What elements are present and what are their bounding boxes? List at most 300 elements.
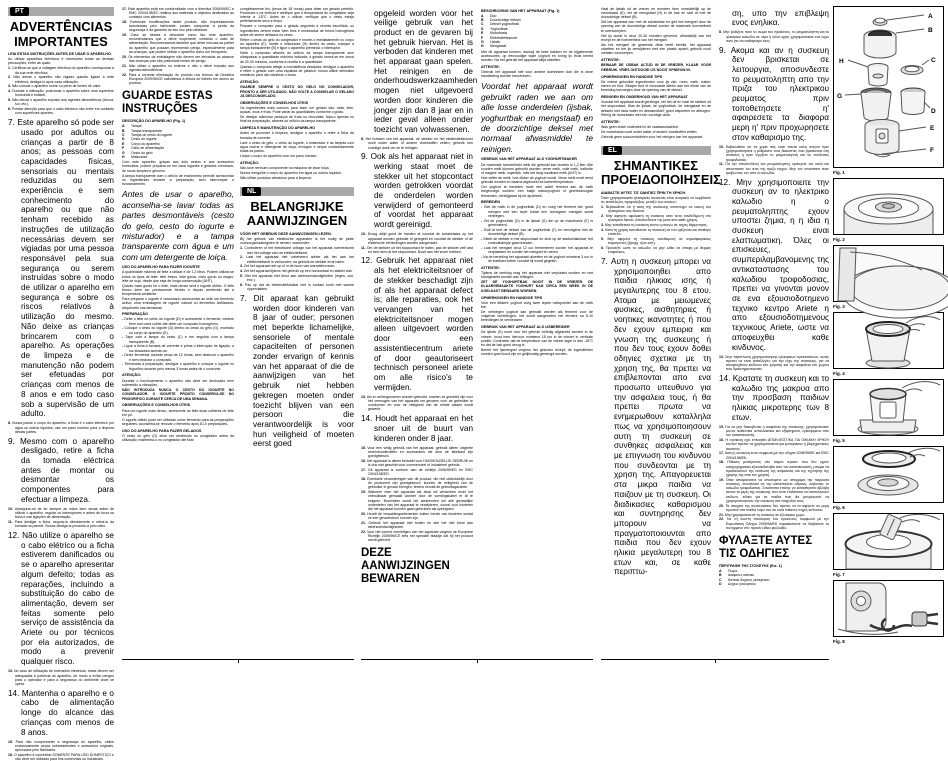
figure-8-box — [833, 580, 944, 637]
fig1-label-e: E — [930, 125, 935, 132]
numbered-item-small: 8. Nunca passe o corpo do aparelho, a ficha e o cabo eléctrico por água ou outros líquidos; use um pano húmido para a limpeza destas partes. — [8, 421, 114, 434]
numbered-item-small: 6. Prestar atenção para que o cabo eléctrico não entre em contacto com superfícies quentes. — [8, 107, 114, 116]
body-text: Não lave nenhum componente na máquina de lavar loiça. — [240, 165, 330, 170]
item-number: 2. — [8, 75, 11, 80]
part-name: Elektriciteitssnoer — [490, 35, 518, 40]
subsection-heading: GEBRUIK VAN HET APPARAAT ALS YOGHURTMAKER — [481, 157, 577, 162]
numbered-item-small: 5. Stel het apparaat niet bloot aan weersomstandigheden (regen, zon, enz.). — [240, 273, 354, 283]
numbered-item-small: 16. Het apparaat is alleen bedoeld voor HUISHOUDELIJK GEBRUIK en is dus niet geschikt voor commercieel of industrieel gebruik. — [361, 458, 473, 468]
item-number: 20. — [122, 54, 127, 59]
part-name: Tampa transparente — [131, 128, 163, 133]
numbered-item-small: 2. Laat het apparaat niet onbeheerd achter als het aan het elektriciteitsnet is verbonden; na gebruik de stekker eruit halen. — [240, 255, 354, 264]
item-number: 8. — [361, 137, 364, 142]
item-number: 5. — [8, 98, 11, 103]
cord-storage-plug-illustration — [834, 581, 943, 636]
body-text: Os ingredientes mais comuns para fazer um gelado são: nata, leite, açúcar, ovos e fruta. Pode variar as quantidades conforme o gosto. — [240, 105, 354, 115]
numbered-item-small: 21. Gebruik het apparaat niet buiten en stel het niet bloot aan weersomstandigheden. — [361, 520, 473, 529]
body-text: Lave o cesto do gelo, o cesto do iogurte, o misturador e as tampas com água morna e detergente de loiça; enxagúe e seque cuidadosamente todas as partes. — [240, 140, 354, 153]
numbered-item-small: - Na de bereiding het apparaat uitzetten en de yoghurt minstens 3 uur in de koelkast zetten voordat hij wordt gegeten. — [481, 254, 593, 263]
part-letter: C — [481, 22, 484, 27]
numbered-item-small: 19. Wanneer men het apparaat als afval wil verwerken moet het onbruikbaar gemaakt worden door de voedingskabel er af te knippen. Bovendien wordt het aanbevolen om alle gevaarlijke onderdelen van het apparaat te verwijderen, vooral voor kinderen die het apparaat kunnen gaan gebruiken als speelgoed. — [361, 490, 473, 511]
numbered-item-small: 16. O aparelho é concebido SOMENTE PARA USO DOMÉSTICO e não deve ser utilizado para fins comerciais ou industriais. — [8, 752, 114, 761]
subsection-heading: LIMPEZA E MANUTENÇÃO DO APARELHO — [240, 126, 316, 131]
subsection-heading: ΠΕΡΙΓΡΑΦΗ ΤΗΣ ΣΥΣΚΕΥΗΣ (Εικ. 1) — [719, 564, 782, 569]
placing-lid-illustration — [834, 447, 943, 502]
figure-8-caption: Fig. 8 — [833, 638, 845, 644]
part-name: Deksel yoghurtbak — [490, 22, 519, 27]
numbered-item-small: 16. Η συσκευη εχει επινοηθει ΑΠΟΚΛΕΙΣΤΙΚΑ ΓΙΑ ΟΙΚΙΑΚΗ ΧΡΗΣΗ και δεν πρεπει να χρησιμοποιειται για εμπορικους η βιομηχανικους σκοπους. — [719, 438, 829, 451]
part-letter: C — [719, 577, 722, 582]
figure-5-box — [833, 379, 944, 436]
figure-6-caption: Fig. 6 — [833, 504, 845, 510]
part-name: Tampa do cesto do iogurte — [131, 133, 173, 138]
numbered-item-small: 4. Durante a utilização, posicionar o aparelho sobre uma superfície horizontal e estável. — [8, 89, 114, 98]
numbered-item-small: 1. Certificar-se que a voltagem eléctrica do aparelho corresponda à da sua rede eléctrica. — [8, 66, 114, 75]
numbered-item-small: - Giet de melk in de yoghurtbak (D) en voeg het ferment toe; goed mengen met een lepel totdat een homogeen mengsel wordt verkregen. — [481, 205, 593, 218]
numbered-item-small: 3. Não colocar o aparelho sobre ou perto de fontes de calor. — [8, 84, 102, 89]
item-number: 12. — [361, 256, 373, 266]
subsection-heading: OBSERVAÇÕES E CONSELHOS ÚTEIS — [240, 100, 309, 105]
bowl-rim-closeup-illustration — [834, 246, 943, 301]
numbered-item-small: - Sluit af met de deksel van de yoghurtbak (C) en vervolgens met de doorzichtige deksel (B). — [481, 227, 593, 236]
language-tag-nl — [240, 187, 354, 196]
part-letter: E — [122, 141, 125, 146]
item-number: 3. — [601, 223, 604, 228]
page-footer-rule — [122, 659, 354, 664]
subsection-heading: ATTENTIE: — [481, 265, 500, 270]
item-number: 21. — [122, 63, 127, 68]
advice-text: Antes de usar o aparelho, aconselha-se lavar todas as partes desmontáveis (cesto do gelo, cesto do iogurte e misturador) e a tampa transparente com água e um com um detergente de loiça. — [122, 189, 234, 262]
numbered-item-small: - Laat het mengsel circa 12 uur fermenteren zonder het apparaat te verplaatsen en zonder het mengsel te roeren. — [481, 245, 593, 254]
language-code: EL — [603, 146, 622, 155]
subsection-heading: ATENÇÃO: — [240, 160, 260, 165]
item-number: 21. — [361, 520, 366, 525]
figure-3 — [833, 245, 944, 309]
item-number: 11. — [361, 245, 366, 250]
subsection-heading: ATTENTIE: — [481, 64, 500, 69]
part-name: Yoghurtbak — [490, 26, 508, 31]
numbered-item-small: 13. Als er verlengsnoeren worden gebruikt, moeten ze geschikt zijn voor het vermogen van het apparaat om gevaren voor de gebruiker te voorkomen en voor de veiligheid van de ruimte waarin wordt gewerkt. — [361, 394, 473, 412]
item-number: 10. — [719, 145, 724, 150]
parts-list — [719, 569, 829, 587]
figure-5 — [833, 379, 944, 443]
figure-4-caption: Fig. 4 — [833, 370, 845, 376]
item-number: 18. — [122, 19, 127, 24]
item-number: - — [122, 362, 124, 367]
figure-7-caption: Fig. 7 — [833, 571, 845, 577]
numbered-item-small: 21. Μην χρησιμοποιειτε τη συσκευη σε εξωτερικο χωρο. — [719, 512, 806, 517]
body-text: Ao utilizar aparelhos eléctricos é necessário tomar as devidas precauções, entre as quais: — [8, 57, 114, 66]
body-text: O cesto do gelo (G) deve ser arrefecido no congelador antes da utilização; mantenha-o no congelador até ficar — [122, 434, 234, 443]
body-text: Het ijs wordt in circa 20-30 minuten gevormd, afhankelijk van het recept en de hoeveelheid van het mengsel. — [601, 33, 711, 42]
item-number: - — [481, 205, 483, 210]
subsection-heading: OPMERKINGEN EN HANDIGE TIPS — [601, 74, 663, 79]
body-text: completamente frio (cerca de 18 horas) para obter um gelado perfeito. Posicione-o na vertical e verifique que a temperatura do congelador seja inferior a -18°C. Antes de o utilizar, verifique que o cesto esteja perfeitamente seco e limpo. — [240, 6, 354, 24]
body-text: Não utilize produtos abrasivos para a limpeza. — [240, 175, 312, 180]
item-number: 16. — [8, 752, 13, 757]
numbered-item-large: 7. Este aparelho só pode ser usado por adultos ou crianças a partir de 8 anos; as pessoas com capacidades físicas, sensoriais ou mentais reduzidas ou sem experiência e sem conhecimento do aparelho ou que não tenham recebido as instruções de utilização necessárias devem ser vigiadas por uma pessoa responsável pela sua segurança ou serem instruídas sobre o modo de utilizar o aparelho em segurança e sobre os riscos relativos à utilização do mesmo. Não deixe as crianças brincarem com o aparelho. As operações de limpeza e de manutenção não podem ser efetuadas por crianças com menos de 8 anos e em todo caso sob a supervisão de um adulto. — [8, 118, 114, 419]
warning-text: GUARDE SEMPRE O CESTO DO GELO NO CONGELADOR, PRONTO A SER UTILIZADO. NÃO VOLTE A CONGELAR O GELADO JÁ DESCONGELADO. — [240, 85, 354, 98]
body-text: Limpe o corpo do aparelho com um pano húmido. — [240, 153, 318, 158]
warning-text: BEWAAR DE IJSBAK ALTIJD IN DE VRIEZER, KLAAR VOOR GEBRUIK. VRIES ONTDOOID IJS NOOIT OPNIEUW IN. — [601, 63, 711, 72]
item-number: 14. — [361, 414, 373, 424]
figure-3-box — [833, 245, 944, 302]
part-item — [719, 582, 829, 586]
item-number: 3. — [240, 264, 243, 269]
subsection-heading: USO DO APARELHO PARA FAZER IOGURTE — [122, 265, 200, 270]
numbered-item-small: - Deite o leite no cesto do iogurte (D) e acrescente o fermento; misture bem com uma colher até obter um composto homogéneo. — [122, 317, 234, 326]
page-footer-rule — [601, 659, 829, 664]
item-number: 9. — [719, 45, 726, 55]
item-number: 22. — [719, 517, 724, 522]
body-text: Tijdens de werking mag het apparaat niet verplaatst worden en niet blootgesteld worden aan trillingen. — [481, 270, 593, 279]
column-pt-nl — [240, 6, 354, 669]
section-title: BELANGRIJKE AANWIJZINGEN — [246, 198, 348, 229]
part-letter: D — [719, 582, 722, 587]
item-number: 7. — [601, 256, 608, 266]
figure-6 — [833, 446, 944, 510]
figure-7 — [833, 513, 944, 577]
item-number: - — [122, 335, 124, 340]
item-number: 12. — [719, 177, 731, 187]
part-name: Πωμα — [728, 569, 738, 574]
part-name: Mengstaaf — [490, 44, 507, 49]
column-nl-el — [601, 6, 721, 669]
numbered-item-small: 19. Οταν αποφασισετε να αποσυρετε ως απορριμα την παρουσα συσκευη, συνιστaται να την καταστησετε αδρανη, κοβοντας το καλωδιο τροφοδοσιας. Συνισταται επισης να καταστησετε αβλαβη εκεινα τα μερη της συσκευης που ειναι επιδεκτικα να αποτελεσουν κινδυνο, ειδικα για τα παιδια που θα μπορουσαν να χρησιμοποιησουν την συσκευη στα παιχνιδια τους. — [719, 477, 829, 503]
numbered-item-small: - Tape com a tampa do cesto (C) e em seguida com a tampa transparente (B). — [122, 335, 234, 344]
numbered-item-small: 10. Βεβαιωθειτε οτι τα χερια σας ειναι παντα καλα στεγνα πριν χρησιμοποιησετε η ρυθμισετε τους διακοπτες που βρισκονται στη συσκευη η πριν αγγιξετε το ρευματοληπτη και τις συνδεσεις τροφοδοσιας. — [719, 145, 829, 162]
body-text: Haal de ijsbak uit de vriezer en monteer hem onmiddellijk op de motorbasis (E); zet de mengstaaf (H) in de bak en sluit af met de doorzichtige deksel (B). — [601, 6, 711, 20]
item-number: 2. — [601, 214, 604, 219]
numbered-item-small: - Coloque o cesto do iogurte (D) dentro do cesto do gelo (G), montado no corpo do aparelho (E). — [122, 326, 234, 335]
figure-1-box — [833, 6, 944, 168]
numbered-item-large: 12. Μην χρησιμοποιειτε την συσκευη αν το ηλεκτρικο καλωδιο η ο ρευματοληπτης εχουν υποστει ζημια, η η ιδια η συσκευη ειναι ελαττωματικη. Όλες οι επισκευες, συμπεριλαμβανομενης της αντικαταστασης του καλωδιου τροφοδοσιας, πρεπει να γινονται μονον σε ενα εξουσιοδοτημενο τεχνικο κεντρο Ariete η απο εξουσιοδοτημενους τεχνικους Ariete, ωστε να αποφευχθει καθε κινδυνος. — [719, 177, 829, 352]
item-number: 8. — [719, 30, 722, 35]
item-number: 1. — [601, 205, 604, 210]
subsection-heading: LEIA ESTAS INSTRUÇÕES ANTES DE USAR O APARELHO. — [8, 52, 112, 56]
item-number: - — [122, 326, 124, 331]
item-number: 7. — [8, 118, 15, 128]
item-number: 17. — [122, 6, 127, 11]
body-text: Voordat het apparaat wordt gereinigd, zet het uit en haal de stekker uit het stopcontact. Was de ijsbak, de yoghurtbak, de mengstaaf en de deksels met lauw water en afwasmiddel; goed afspoelen en afdrogen. Reinig de motorbasis met een vochtige doek. — [601, 100, 711, 117]
fig1-label-d: D — [931, 108, 936, 115]
language-tag-el — [601, 146, 711, 155]
subsection-heading: REINIGEN EN ONDERHOUD VAN HET APPARAAT — [601, 95, 688, 100]
item-number: 10. — [8, 506, 13, 511]
item-number: 16. — [361, 458, 366, 463]
body-text: De maximale hoeveelheid melk die gebruikt kan worden is 1,2 liter. Alle soorten melk kunnen gebruikt worden: verse melk, volle melk, halfvolle of magere melk, sojamelk, mits het lang houdbare melk (UHT) is. — [481, 162, 593, 175]
warning-text: NÃO INTRODUZA NUNCA O CESTO DO IOGURTE NO CONGELADOR. O IOGURTE PRONTO CONSERVA-SE NO FRIGORÍFICO DURANTE CERCA DE UMA SEMANA. — [122, 387, 234, 401]
subsection-heading: VÓÓR HET GEBRUIK DEZE AANWIJZINGEN LEZEN. — [240, 231, 332, 236]
body-text: De ijsbak (G) moet voor het gebruik volledig afgekoeld worden in de vriezer; houd hem hiervoor minstens 18 uur in de vriezer in verticale positie. Controleer dat de temperatuur van de vriezer lager is dan -18°C en dat de bak goed droog is. — [481, 330, 593, 348]
body-text: Als het mengsel de gewenste dikte heeft bereikt, het apparaat uitzetten en het ijs verwijderen met een plastic spatel; gebruik nooit metalen voorwerpen. — [601, 42, 711, 56]
numbered-item-large: 14. Κρατατε τη συσκευη και το καλωδιο της μακρυα απο την προσβαση παιδιων ηλικιας μικροτερης των 8 ετων. — [719, 374, 829, 422]
item-number: 18. — [719, 460, 724, 465]
part-letter: H — [481, 44, 484, 49]
body-text: De motorbasis nooit onder water of andere vloeistoffen zetten. — [601, 129, 698, 134]
fig1-label-g: G — [837, 93, 843, 100]
body-text: Was geen enkel onderdeel in de vaatwasmachine. — [601, 124, 680, 129]
footer-tick — [238, 660, 239, 663]
spacer — [240, 181, 354, 186]
part-name: Tampa — [131, 124, 142, 129]
numbered-item-large: 9. Mesmo com o aparelho desligado, retire a ficha da tomada eléctrica antes de montar ou desmontar os componentes para efectuar a limpeza. — [8, 436, 114, 504]
numbered-item-small: - Steek de stekker in het stopcontact en druk op de startschakelaar; het controlelampje gaat branden. — [481, 236, 593, 245]
item-number: 19. — [361, 490, 366, 495]
fig1-label-f: F — [930, 147, 934, 154]
numbered-item-small: 1. Controleren of het elektrische voltage van het apparaat overeenkomt aan het voltage van uw elektriciteitsnet. — [240, 246, 354, 255]
item-number: 19. — [122, 33, 127, 37]
numbered-item-small: 15. Para não comprometer a segurança do aparelho, utilize exclusivamente peças sobresselentes e acessórios originais, aprovados pelo fabricante. — [8, 739, 114, 753]
item-number: 6. — [240, 282, 243, 287]
part-item — [481, 44, 593, 48]
item-number: - — [481, 227, 483, 232]
item-number: 19. — [719, 477, 724, 482]
language-code: PT — [10, 7, 29, 16]
inserting-yoghurt-bowl-illustration — [834, 380, 943, 435]
body-text: De verkregen yoghurt kan gebruikt worden als ferment voor de volgende bereidingen; het wordt aangeraden het ferment na 8-10 bereidingen te vernieuwen. — [481, 310, 593, 323]
fig1-label-b: B — [928, 27, 933, 34]
numbered-item-large: 9. Ακομα και αν η συσκευη δεν βρισκεται σε λειτουργια, αποσυνδεστε το ρευματοληπτη απο την πριζα του ηλεκτρικου ρευματος πριν τοποθετησετε η' αφαιρεσετε τα διαφορα μερη η' πριν προχωρησετε στον καθαρισμο της. — [719, 45, 829, 142]
numbered-item-small: 4. Κατα τη χρηση τοποθετειτε τη συσκευη σε ενα οριζοντιο και σταθερο επιπεδο. — [601, 228, 711, 237]
figure-3-caption: Fig. 3 — [833, 303, 845, 309]
parts-list — [481, 14, 593, 49]
body-text: Hoe vetter de melk, hoe dikker de yoghurt wordt. Verse melk moet eerst gekookt worden en daarna afgekoeld tot kamertemperatuur. — [481, 175, 593, 185]
numbered-item-small: 3. Zet het apparaat niet op of in de buurt van warmtebronnen. — [240, 264, 336, 269]
part-name: Cesto do gelo — [131, 150, 153, 155]
figure-7-box — [833, 513, 944, 570]
item-number: 2. — [240, 255, 243, 260]
keep-instructions-heading: GUARDE ESTAS INSTRUÇÕES — [122, 90, 213, 116]
part-letter: A — [122, 124, 125, 129]
item-number: 22. — [361, 529, 366, 534]
part-name: IJsbak — [490, 40, 501, 45]
figure-2 — [833, 178, 944, 242]
item-number: - — [122, 344, 124, 349]
body-text: Gebruik het apparaat niet voor andere doeleinden dan die in deze handleiding worden beschreven. — [481, 70, 593, 79]
page-footer-rule — [361, 659, 593, 664]
part-letter: H — [122, 155, 125, 160]
figure-1 — [833, 6, 944, 175]
item-number: 15. — [361, 445, 366, 450]
body-text: A quantidade máxima de leite a utilizar é de 1,2 litros. Podem utilizar-se todos os tipos de leite: leite fresco, leite gordo, meio gordo ou magro, leite de soja, desde que seja de longa conservação (UHT). — [122, 270, 234, 283]
numbered-item-small: 6. Προσεξτε ωστε το καλωδιο να μην ελθει σε επαφη με θερμες επιφανειες. — [601, 246, 711, 255]
numbered-item-small: 2. Μην αφηνετε αφυλακτη τη συσκευη οταν ειναι συνδεδεμενη στο ηλεκτρικο δικτυο. Αποσυνδεστε την μετα απο καθε χρηση. — [601, 214, 711, 223]
body-text: Durante o funcionamento o aparelho não deve ser deslocado nem submetido a vibrações. — [122, 378, 234, 387]
body-text: Quanto mais gordo for o leite, mais denso será o iogurte obtido. O leite fresco deve ser previamente fervido e depois arrefecido até à temperatura ambiente. — [122, 283, 234, 297]
part-letter: G — [122, 150, 125, 155]
part-letter: D — [122, 137, 125, 142]
numbered-item-small: 11. Om de stekker uit het stopcontact te halen, pak de stekker zelf vast en trek hem uit het stopcontact. Nooit aan het snoer trekken. — [361, 245, 473, 254]
numbered-item-small: 15. Voor een veilig gebruik van het apparaat, gebruik alleen originele reserveonderdelen en accessoires die door de fabrikant zijn goedgekeurd. — [361, 445, 473, 459]
item-number: 10. — [361, 232, 366, 237]
numbered-item-small: 8. Het lichaam van het apparaat, de stekker en het elektriciteitssnoer nooit onder water of andere vloeistoffen zetten; gebruik een vochtige doek om ze te reinigen. — [361, 137, 473, 150]
numbered-item-small: 6. Pas op dat de elektriciteitskabel niet in contact komt met warme oppervlaktes. — [240, 282, 354, 292]
part-letter: B — [122, 128, 125, 133]
body-text: Deite o composto através do orifício da tampa transparente sem ultrapassar a quantidade máxima indicada; o gelado forma-se em cerca de 20-30 minutos, conforme a receita e a quantidade. — [240, 51, 354, 64]
subsection-heading: OBSERVAÇÕES E CONSELHOS ÚTEIS — [122, 403, 191, 408]
body-text: Se desejar adicionar pedaços de fruta ou chocolate, faça-o apenas no final da preparação, através do orifício da tampa transparente. — [240, 115, 354, 124]
spacer — [601, 140, 711, 145]
figures-column — [833, 6, 944, 671]
item-number: 12. — [8, 531, 20, 541]
body-text: Όταν χρησιμοποιείτε ηλεκτρικές συσκευές είναι αναγκαίο να λαμβάνετε τις κατάλληλες προφυλάξεις, μεταξύ των οποίων: — [601, 196, 711, 205]
figure-1-caption: Fig. 1 — [833, 169, 845, 175]
footer-tick — [715, 660, 716, 663]
part-name: Cesto do iogurte — [131, 137, 157, 142]
advice-text: Voordat het apparaat wordt gebruikt raden we aan om alle losse onderdelen (ijsbak, yoghurtbak en mengstaaf) en de doorzichtige deksel met normaal afwasmiddel te reinigen. — [481, 81, 593, 154]
subsection-heading: PREPARAÇÃO — [122, 312, 148, 317]
part-item — [122, 155, 234, 159]
body-text: O iogurte obtido pode ser utilizado como fermento para as preparações seguintes; aconselha-se renovar o fermento após 8-10 preparações. — [122, 417, 234, 427]
numbered-item-small: - Ligue a ficha à tomada de corrente e prima o interruptor de ligação; a luz avisadora acende-se. — [122, 344, 234, 353]
item-number: 18. — [361, 476, 366, 481]
part-name: Δοχειο γιαουρτιου — [728, 582, 756, 587]
body-text: Bereid het ijsmengsel volgens het gekozen recept; de ingrediënten moeten goed koud zijn en gelijkmatig gemengd worden. — [481, 348, 593, 357]
item-number: - — [122, 353, 124, 358]
part-letter: E — [481, 31, 484, 36]
column-pt-usage — [122, 6, 234, 669]
body-text: Met dit apparaat kunnen, dankzij de twee bakken en de bijgeleverde accessoires, op eenvoudige wijze yoghurt en romig ijs thuis bereid worden. Na het gebruik het apparaat altijd uitzetten. — [481, 49, 593, 63]
body-text: Para um iogurte mais denso, acrescente ao leite duas colheres de leite em pó. — [122, 408, 234, 417]
part-letter: C — [122, 133, 125, 138]
exploded-view-diagram — [834, 7, 943, 167]
figure-6-box — [833, 446, 944, 503]
numbered-item-large: 12. Gebruik het apparaat niet als het elektriciteitsnoer of de stekker beschadigt zijn of als het apparaat defect is; alle reparaties, ook het vervangen van het elektriciteitsnoer mogen alleen uitgevoert worden door een assistentiecentrum ariete of door geautoriseert technisch personeel ariete om alle risico's te vermijden. — [361, 256, 473, 392]
language-code: NL — [242, 187, 261, 196]
figure-2-caption: Fig. 2 — [833, 236, 845, 242]
item-number: 17. — [719, 451, 724, 456]
numbered-item-small: 15. Για να μην διακυβευτει η ασφαλεια της συσκευης, χρησιμοποιειτε μονον αυθεντικα ανταλλακτικα και εξαρτηματα, εγκεκριμενα απο τον κατασκευαστη. — [719, 425, 829, 438]
warning-text: ZET DE YOGHURTBAK NOOIT IN DE VRIEZER. DE KLAARGEMAAKTE YOGHURT KAN CIRCA EEN WEEK IN DE KOELKAST BEWAARD WORDEN. — [481, 280, 593, 293]
body-text: De meest gebruikte ingredienten voor ijs zijn: room, melk, suiker, eieren en fruit. Stukjes fruit of chocolade alleen aan het einde van de bereiding toevoegen door de opening van de deksel. — [601, 79, 711, 93]
part-name: Διαφανες καπακι — [728, 573, 755, 578]
numbered-item-small: 18. Eventuais modificações deste produto, não expressamente autorizadas pelo fabricante, podem comportar a perda da segurança e da garantia do seu uso pelo utilizador. — [122, 19, 234, 33]
numbered-item-small: - Deixe fermentar durante cerca de 12 horas, sem deslocar o aparelho e sem misturar o composto. — [122, 353, 234, 362]
part-letter: F — [481, 35, 484, 40]
numbered-item-small: 5. Μην αφηνετε τη συσκευη εκτεθειμενη σε ατμοσφαιρικους παραγοντες (βροχη, ηλιο κλπ). — [601, 237, 711, 246]
part-name: Doorzichtige deksel — [490, 18, 521, 22]
numbered-item-small: 22. Για τη σωστη αποσυρση του προιοντος συμφωνα με την Ευρωπαικη Οδηγια 2009/96/ΕΚ παρακαλειστε να διαβασετε το συνημμενο στο προιον ειδικο φυλλαδιο. — [719, 517, 829, 530]
subsection-heading: ATTENTIE: — [601, 58, 620, 63]
numbered-item-small: 17. Dit apparaat is conform aan de richtlijn 2006/95/EG en EMC 2004/108/EG. — [361, 467, 473, 477]
item-number: 17. — [361, 467, 366, 472]
item-number: 13. — [8, 669, 13, 674]
item-number: 20. — [361, 511, 366, 516]
part-letter: A — [481, 13, 484, 18]
item-number: 11. — [8, 520, 13, 525]
body-text: Gebruik geen schuurmiddelen voor het reinigen van het apparaat. — [601, 134, 703, 139]
part-letter: B — [481, 18, 484, 22]
appliance-top-view-illustration — [834, 179, 943, 234]
numbered-item-small: 20. Os elementos da embalagem não devem ser deixados ao alcance das crianças pois são potenciais fontes de perigo. — [122, 54, 234, 63]
item-number: 13. — [719, 354, 724, 359]
item-number: - — [481, 254, 483, 259]
figure-4-box — [833, 312, 944, 369]
numbered-item-small: 8. Μην βυθιζετε ποτε το σωμα του προϊοντος, το ρευματοληπτη και το ηλεκτρικο καλωδιο σε νερο η αλλα υγρα, χρησιμοποιειτε ενα υγρο πανι για τον καθαρισμο τους. — [719, 30, 829, 43]
section-title: ADVERTÊNCIAS IMPORTANTES — [9, 19, 113, 49]
column-nl-usage — [481, 6, 593, 669]
body-text: Nunca mergulhe o corpo do aparelho em água ou outros líquidos. — [240, 170, 342, 175]
numbered-item-small: 4. Zet het apparaat tijdens het gebruik op een horizontaal en stabiel vlak. — [240, 269, 353, 274]
numbered-item-small: 10. Droog altijd goed de handen af voordat de schakelaars op het apparaat worden gebruikt of geregeld en voordat de stekker of de elektrische verbindingen worden aangeraakt. — [361, 232, 473, 245]
part-letter: F — [122, 146, 125, 151]
numbered-item-large: 14. Mantenha o aparelho e o cabo de alimentação longe do alcance das crianças com menos de 8 anos. — [8, 688, 114, 737]
item-number: 22. — [122, 72, 127, 77]
item-number: 9. — [8, 436, 15, 446]
body-text: Quando o composto atingir a consistência desejada, desligue o aparelho e retire o gelado com uma espátula de plástico; nunca utilize utensílios metálicos para não danificar o cesto. — [240, 64, 354, 78]
subsection-heading: ATENÇÃO: — [240, 79, 260, 84]
column-nl-warnings — [361, 6, 478, 669]
part-letter: G — [481, 40, 484, 45]
numbered-item-small: 21. Não utilize o aparelho no exterior e não o deixe exposto aos agentes atmosféricos. — [122, 63, 234, 72]
body-text: Prepare o composto para o gelado seguindo a receita escolhida; os ingredientes devem estar bem frios e misturados de forma homogénea antes de serem deitados no cesto. — [240, 24, 354, 37]
numbered-item-large: 7. Dit aparaat kan gebruikt worden door kinderen van 8 jaar of ouder; personen met beperkte lichamelijke, sensoriele of mentale capaciteiten of personen zonder ervarign of kennis van het apparaat of die de aanwijzigen van het gebruik niet hebben gekregen moeten onder toezicht blijven van een persoon die verantwoordelijk is voor hun veiligheid of moeten eerst goed — [240, 293, 354, 449]
numbered-item-small: 5. Não deixar o aparelho exposto aos agentes atmosféricos (chuva, sol, etc.). — [8, 98, 114, 107]
figure-8 — [833, 580, 944, 644]
numbered-item-small: 13. No caso de utilização de extensões eléctricas, estas devem ser adequadas à potência do aparelho, de modo a evitar perigos para o operador e para a segurança do ambiente onde se opera. — [8, 669, 114, 686]
numbered-item-small: 18. Πιθανες μετατροπες στο παρον προιον που δεν εχουν κατηγορηματικα εξουσιοδοτηθει απο τον κατασκευαστη, μπορει να προκαλεσουν την εκπτωση της ασφαλειας και της εγγυησης της χρησης της απο τον χρηστη. — [719, 460, 829, 478]
part-name: Corpo do aparelho — [131, 141, 160, 146]
item-number: 1. — [8, 66, 11, 71]
item-number: 7. — [240, 293, 247, 303]
item-number: 21. — [719, 512, 724, 517]
item-number: - — [122, 317, 124, 322]
item-number: 20. — [719, 503, 724, 508]
numbered-item-small: 19. Caso se decida a descartar como lixo este aparelho, recomendamos que o deixe inoperante, cortando o cabo de alimentação. Recomendamos também que deixe inócuas as partes do aparelho que possam representar perigo, especialmente para as crianças, que podem utilizar o aparelho como um brinquedo. — [122, 33, 234, 54]
numbered-item-small: - Zet de yoghurtbak (D) in de ijsbak (G) die op de motorbasis (E) is gemonteerd. — [481, 218, 593, 227]
language-tag-pt — [8, 7, 114, 16]
body-text: Antes de proceder à limpeza, desligue o aparelho e retire a ficha da tomada de corrente. — [240, 131, 354, 140]
numbered-item-small: 2. Não deixar o aparelho não vigiado quando ligado à rede eléctrica; desligá-lo após cada utilização. — [8, 75, 114, 84]
numbered-item-large: 7. Αυτη η συσκευη μπορει να χρησιμοποιηθει απο παιδια ηλικιας ισης ή μεγαλυτερης του 8 ετου. Ατομα με μειωμενες φυσικες, αισθητηριες ή νοητικες ικανοτητες ή που δεν εχουν εμπειρια και γνωση της συσκευης ή που δεν τους εχουν δοθει οδηγιες σχετικα με τη χρηση της, θα πρεπει να επιβλεπονται απο ενα προσωπο υπευθυνο για την ασφαλεια τους, ή θα πρεπει πρωτα να ενημερωθουν καταλληλα πως να χρησιμοποιησουν αυτη τη συσκευη σε συνθηκες ασφαλειας και με επιγνωση του κινδυνου που συνδεονται με τη χρηση της. Απαγορευεται στα μικρα παιδια να παιζουν με τη συσκευη. Οι διαδικασιες καθαρισμου και συντηρησης δεν μπορουν να πραγματοποιουνται απο παιδια που δεν εχουν ηλικια μεγαλυτερη του 8 ετων και, σε καθε περιπτω- — [601, 256, 711, 577]
item-number: 5. — [601, 237, 604, 242]
parts-list — [122, 124, 234, 159]
figure-5-caption: Fig. 5 — [833, 437, 845, 443]
numbered-item-small: 10. Assegurar-se de ter sempre as mãos bem secas antes de utilizar o aparelho, regular os interruptores e antes de tocar na ficha e nas ligações de alimentação. — [8, 506, 114, 520]
numbered-item-large: 9. Ook als het apparaat niet in werking staat moet de stekker uit het stopcontact worden getrokken voordat de onderdelen worden verwijderd of gemonteerd of voordat het apparaat wordt gereinigd. — [361, 152, 473, 230]
item-number: 5. — [240, 273, 243, 278]
column-el-warnings — [719, 6, 829, 669]
numbered-item-small: 17. Αυτη η συσκευη ειναι συμφωνη με την οδηγια 2006/95/ΕΚ και ΕΜC 2004/108/ΕΚ. — [719, 451, 829, 460]
numbered-item-small: 20. Τα στοιχεια της συσκευασιας δεν πρεπει να τα αφηνετε σε μερη προσιτα στα παιδια λογω του οτι ειναι πιθανες πηγες κινδυνου. — [719, 503, 829, 512]
body-text: Voor een dikkere yoghurt voeg twee lepels melkpoeder aan de melk toe. — [481, 300, 593, 310]
item-number: 4. — [601, 228, 604, 233]
part-letter: D — [481, 26, 484, 31]
subsection-heading: ATENÇÃO: — [122, 373, 142, 378]
column-pt-warnings — [8, 6, 114, 761]
body-text: Om yoghurt te bereiden moet een actief ferment aan de melk toegevoegd worden: een bakje natuuryoghurt of gevriesdroogde fermenten, verkrijgbaar bij de apotheek. — [481, 185, 593, 198]
section-title: ΣΗΜΑΝΤΙΚΕΣ ΠΡΟΕΙΔΟΠΟΙΗΣΕΙΣ — [601, 157, 721, 188]
item-number: - — [481, 236, 483, 241]
keep-instructions-heading: DEZE AANWIJZINGEN BEWAREN — [361, 547, 450, 586]
item-number: - — [481, 218, 483, 223]
numbered-item-small: 13. Στην περιπτωση χρησιμοποιησης ηλεκτρικων προεκτασεων, αυτες πρεπει να ειναι καταλληλες για την ισχυ της συσκευης, για να αποφευχθουν κινδυνοι στο χειριστη και την ασφαλεια του χωρου που δραστηριοποιειστε. — [719, 354, 829, 372]
body-text: Para preparar o iogurte é necessário acrescentar ao leite um fermento activo: uma embalagem de iogurte natural ou fermentos liofilizados, adquiríveis nas farmácias. — [122, 297, 234, 310]
body-text: Zet het apparaat aan met de schakelaar en giet het mengsel door de opening van de doorzichtige deksel zonder de maximale hoeveelheid te overschrijden. — [601, 20, 711, 33]
item-number: 3. — [8, 84, 11, 89]
part-name: Dop — [490, 13, 497, 18]
item-number: 6. — [601, 246, 604, 251]
numbered-item-continued: ση, υπο την επιβλεψη ενος ενηλικα. — [732, 8, 829, 28]
item-number: 8. — [8, 421, 11, 426]
item-number: 14. — [8, 688, 20, 698]
placing-ice-bowl-illustration — [834, 313, 943, 368]
numbered-item-small: 20. Houdt de verpakkingselementen buiten bereik van kinderen omdat ze een gevarenbron kunnen zijn. — [361, 511, 473, 520]
numbered-item-continued: opgeleid worden voor het veilige gebruik van het product en de gevaren bij het gebruik hiervan. Het is verboden dat kinderen met het apparaat gaan spelen. Het reinigen en de onderhoudswerkzaamheden mogen niet uitgevoerd worden door kinderen die jonger zijn dan 8 jaar en in ieder geval alleen onder toezicht van volwassenen. — [374, 8, 478, 134]
numbered-item-large: 12. Não utilize o aparelho se o cabo elétrico ou a ficha estiverem danificados ou se o aparelho apresentar algum defeito; todas as reparações, incluindo a substituição do cabo de alimentação, devem ser feitas somente pelo serviço de assistência da Ariete ou por técnicos por ela autorizados, de modo a prevenir qualquer risco. — [8, 531, 114, 667]
fig1-label-h: H — [839, 58, 844, 65]
